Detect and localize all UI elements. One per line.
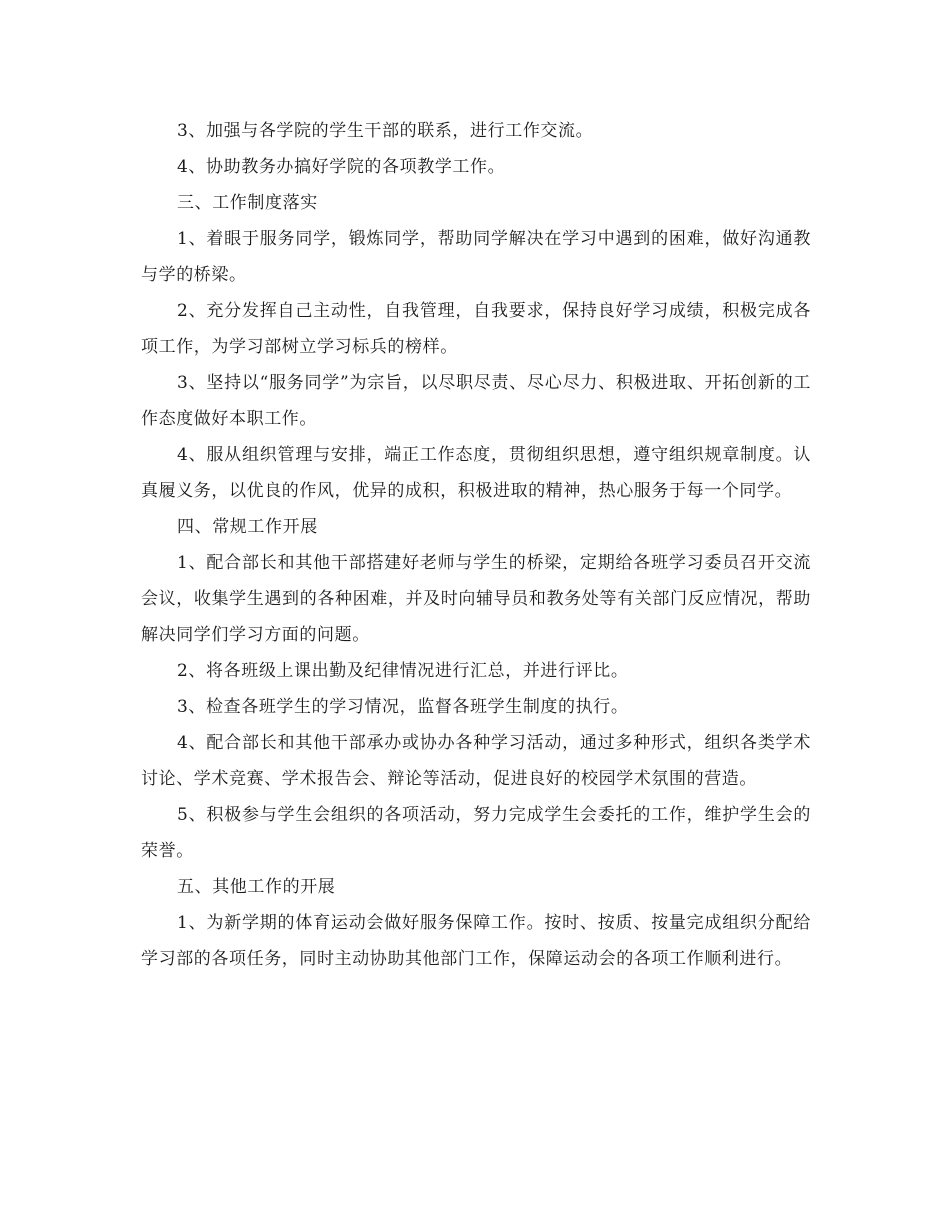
paragraph-other-item-1: 1、为新学期的体育运动会做好服务保障工作。按时、按质、按量完成组织分配给学习部的各项任务，同时主动协助其他部门工作，保障运动会的各项工作顺利进行。 [141,913,811,969]
document-body [141,113,811,977]
section-heading-routine-work: 四、常规工作开展 [177,517,318,537]
section-heading-work-system: 三、工作制度落实 [177,193,318,213]
paragraph-system-item-2: 2、充分发挥自己主动性，自我管理，自我要求，保持良好学习成绩，积极完成各项工作，为学习部树立学习标兵的榜样。 [141,301,811,357]
paragraph-system-item-4: 4、服从组织管理与安排，端正工作态度，贯彻组织思想，遵守组织规章制度。认真履义务，以优良的作风，优异的成积，积极进取的精神，热心服务于每一个同学。 [141,445,811,501]
paragraph-system-item-3: 3、坚持以“服务同学”为宗旨，以尽职尽责、尽心尽力、积极进取、开拓创新的工作态度做好本职工作。 [141,373,811,429]
paragraph-routine-item-4: 4、配合部长和其他干部承办或协办各种学习活动，通过多种形式，组织各类学术讨论、学术竞赛、学术报告会、辩论等活动，促进良好的校园学术氛围的营造。 [141,733,811,789]
paragraph-system-item-1: 1、着眼于服务同学，锻炼同学，帮助同学解决在学习中遇到的困难，做好沟通教与学的桥梁。 [141,229,811,285]
paragraph-routine-item-2: 2、将各班级上课出勤及纪律情况进行汇总，并进行评比。 [177,661,629,681]
paragraph-routine-item-3: 3、检查各班学生的学习情况，监督各班学生制度的执行。 [177,697,629,717]
paragraph-routine-item-1: 1、配合部长和其他干部搭建好老师与学生的桥梁，定期给各班学习委员召开交流会议，收集学生遇到的各种困难，并及时向辅导员和教务处等有关部门反应情况，帮助解决同学们学习方面的问题。 [141,553,811,645]
section-heading-other-work: 五、其他工作的开展 [177,877,336,897]
paragraph-routine-item-5: 5、积极参与学生会组织的各项活动，努力完成学生会委托的工作，维护学生会的荣誉。 [141,805,811,861]
paragraph-item-3-strengthen-contact: 3、加强与各学院的学生干部的联系，进行工作交流。 [177,121,594,141]
paragraph-item-4-assist-academic-office: 4、协助教务办搞好学院的各项教学工作。 [177,157,506,177]
